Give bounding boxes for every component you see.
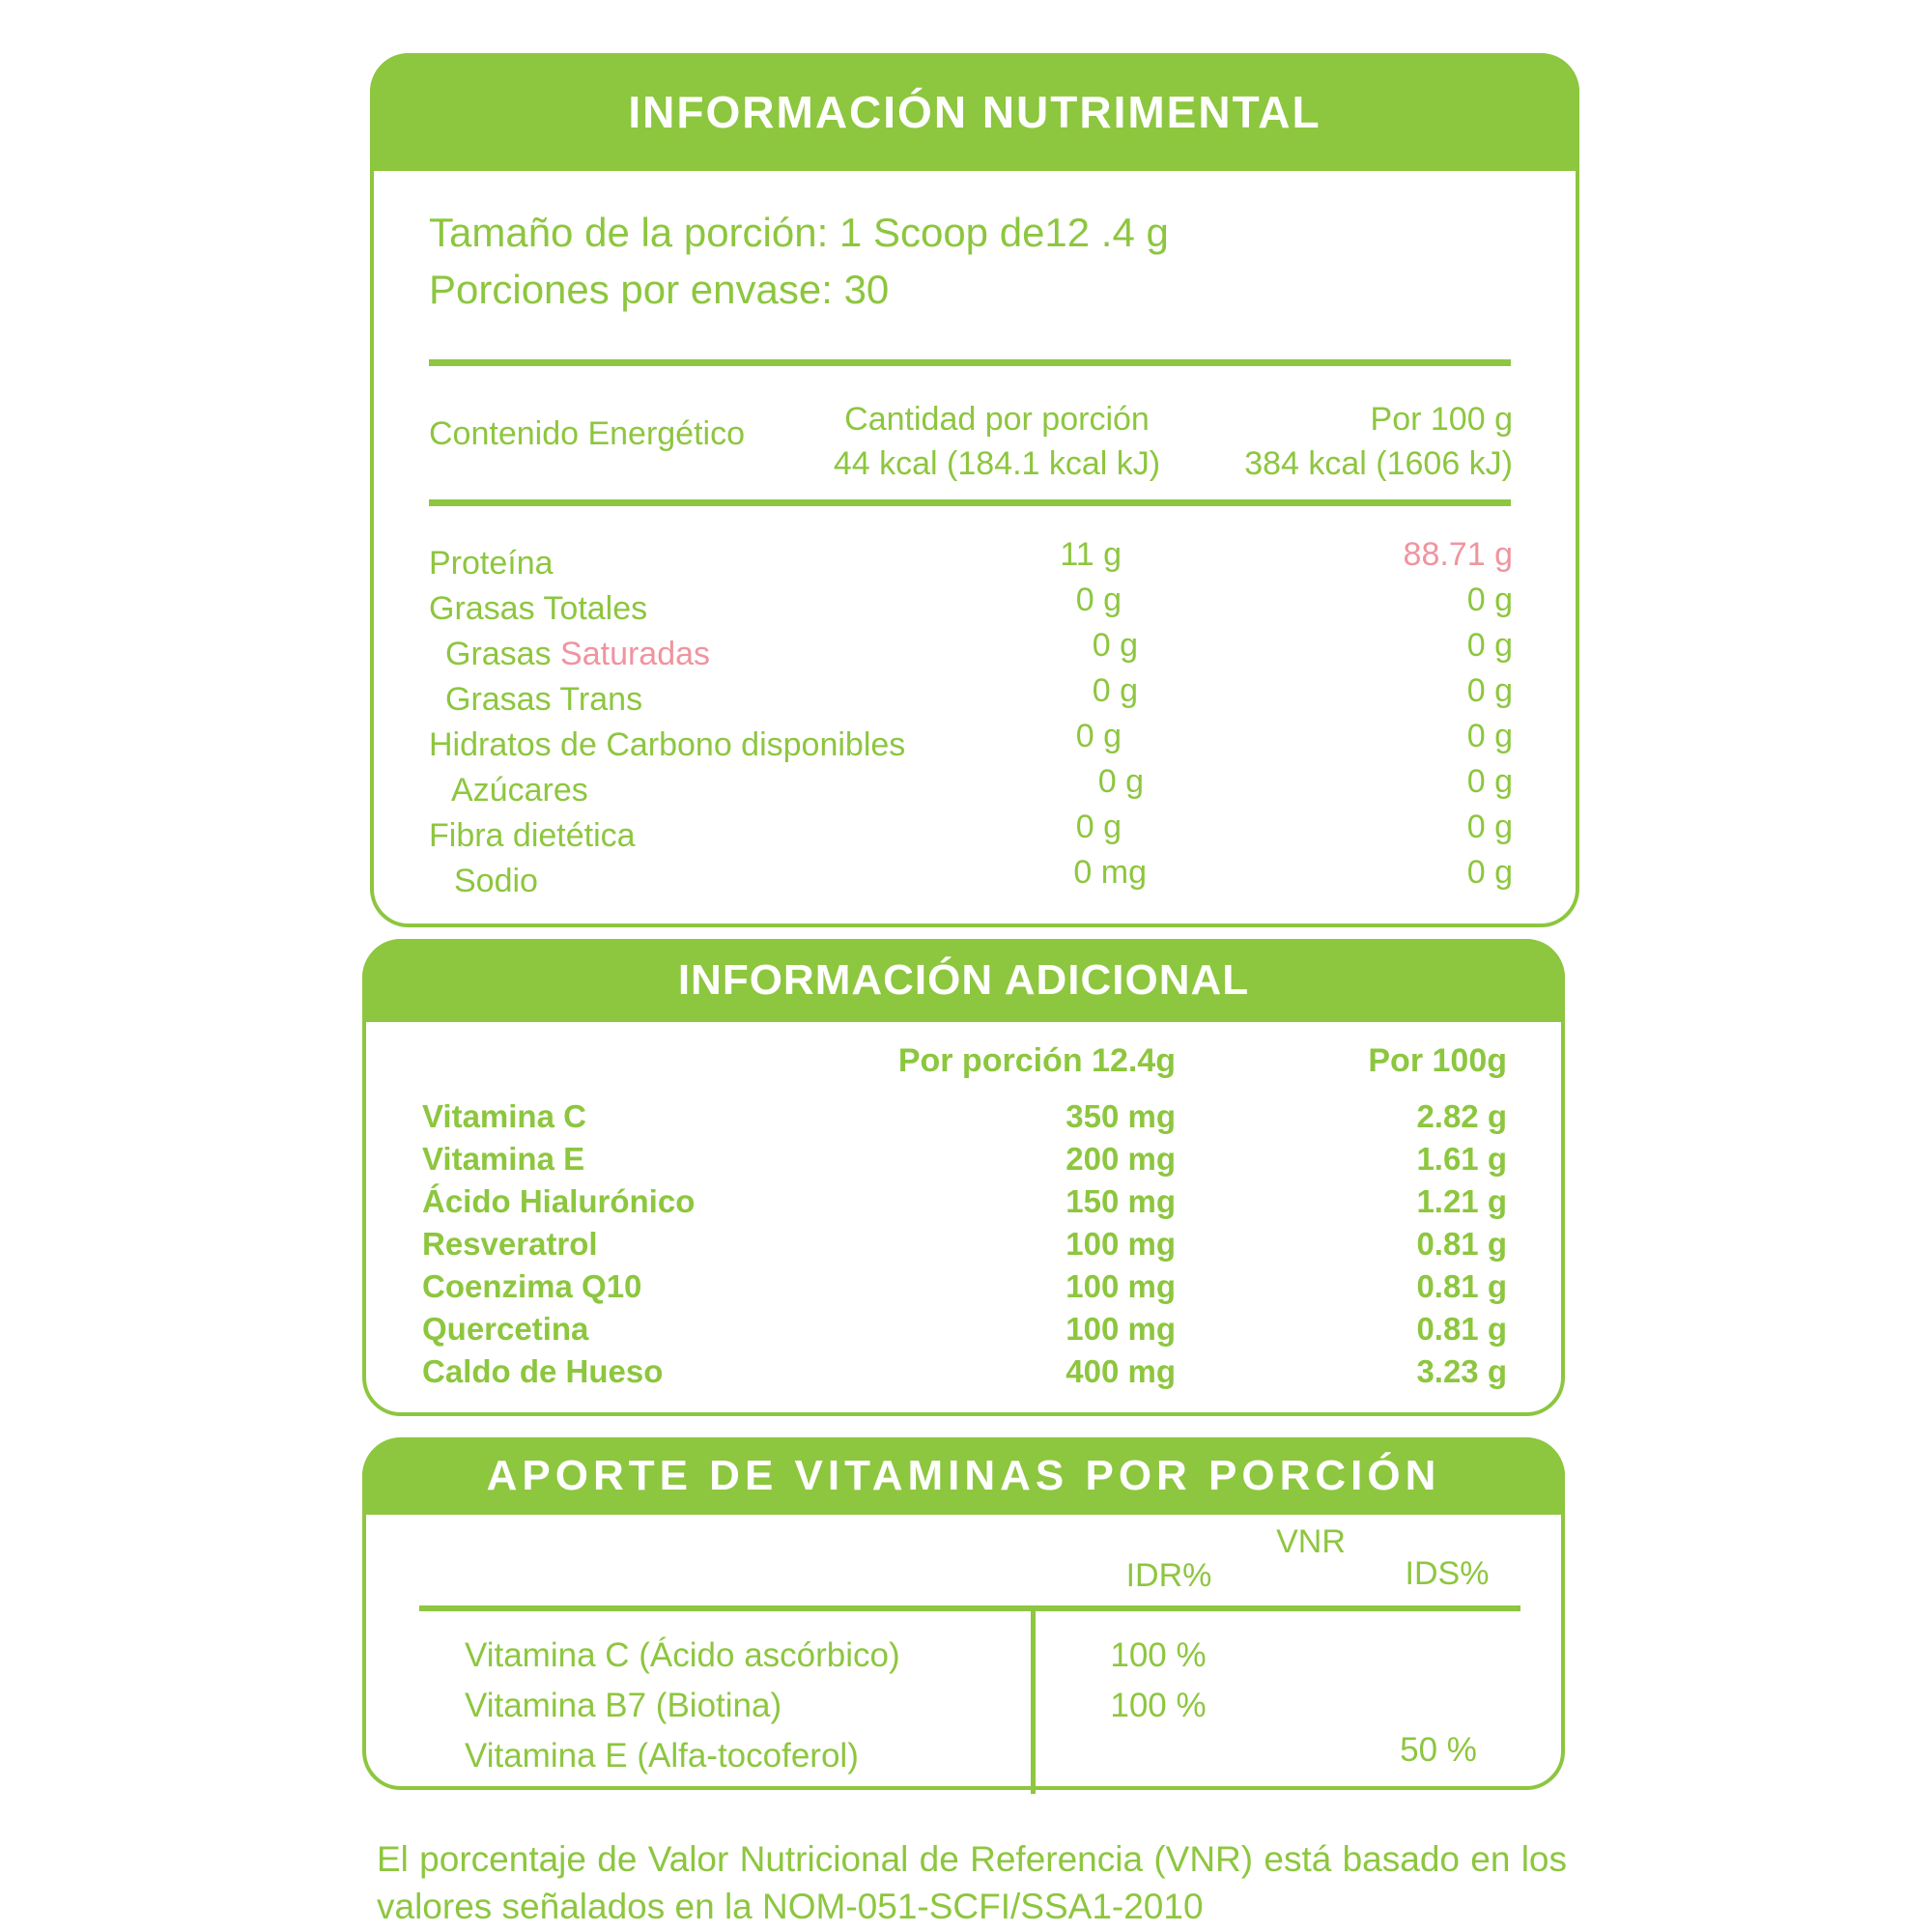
ingredient-label: Caldo de Hueso — [422, 1353, 664, 1389]
additional-info-title: INFORMACIÓN ADICIONAL — [677, 956, 1250, 1004]
ingredient-per-100g: 2.82 g — [1416, 1098, 1507, 1134]
nutrient-label: Azúcares — [451, 772, 588, 809]
ingredient-label: Vitamina E — [422, 1141, 585, 1177]
ingredient-label: Coenzima Q10 — [422, 1268, 642, 1304]
divider-rule-top — [429, 359, 1511, 366]
nutrient-label: Proteína — [429, 545, 554, 582]
nutrient-label: Grasas — [445, 636, 561, 672]
additional-row-coenzima-q10 — [422, 1265, 1507, 1308]
per-100g-column-header: Por 100g — [1368, 1042, 1507, 1079]
vitamin-row-b7 — [366, 1681, 1561, 1731]
nutrient-label: Grasas Totales — [429, 590, 648, 627]
ingredient-per-serving: 350 mg — [1065, 1098, 1176, 1134]
energy-per-serving-value: 44 kcal (184.1 kcal kJ) — [833, 445, 1161, 482]
ingredient-label: Quercetina — [422, 1311, 589, 1347]
vitamin-ids-value: 50 % — [1400, 1731, 1477, 1769]
energy-per-serving — [818, 397, 1176, 486]
footnote-line2: valores señalados en la NOM-051-SCFI/SSA1-2010 — [377, 1887, 1204, 1926]
nutrient-label-accent: Saturadas — [560, 636, 711, 672]
additional-row-acido-hialuronico — [422, 1180, 1507, 1223]
idr-column-header: IDR% — [1125, 1557, 1212, 1594]
additional-info-rows — [422, 1095, 1507, 1393]
ingredient-per-serving: 100 mg — [1065, 1268, 1176, 1304]
additional-info-column-headers — [422, 1042, 1507, 1080]
nutrient-per-serving: 0 g — [1075, 718, 1122, 754]
additional-row-quercetina — [422, 1308, 1507, 1350]
vitamin-row-e — [366, 1731, 1561, 1781]
ingredient-per-serving: 200 mg — [1065, 1141, 1176, 1177]
footnote-line1: El porcentaje de Valor Nutricional de Referencia (VNR) está basado en los — [377, 1839, 1567, 1879]
energy-per-100g — [1244, 397, 1513, 486]
nutrient-per-100g: 0 g — [1466, 672, 1513, 709]
ingredient-per-100g: 1.61 g — [1416, 1141, 1507, 1177]
nutrient-per-100g: 0 g — [1466, 718, 1513, 754]
vitamins-header-bar — [362, 1437, 1565, 1515]
ingredient-per-serving: 150 mg — [1065, 1183, 1176, 1219]
nutrient-label: Grasas Trans — [445, 681, 643, 718]
ingredient-per-100g: 3.23 g — [1416, 1353, 1507, 1389]
nutrient-per-serving: 11 g — [1060, 536, 1122, 573]
nutrition-facts-panel — [370, 53, 1579, 927]
nutrient-per-serving: 0 g — [1075, 809, 1122, 845]
nutrient-per-100g: 0 g — [1466, 582, 1513, 618]
vitamins-panel — [362, 1437, 1565, 1790]
servings-per-container-text: Porciones por envase: 30 — [429, 267, 890, 312]
vitamin-row-c — [366, 1631, 1561, 1681]
nutrient-per-serving: 0 g — [1092, 627, 1138, 664]
per-serving-column-header: Por porción 12.4g — [897, 1042, 1176, 1079]
nutrient-row-proteina — [429, 532, 1513, 582]
energy-per-serving-header: Cantidad por porción — [844, 401, 1150, 438]
nutrient-per-100g: 88.71 g — [1403, 536, 1513, 573]
ingredient-per-serving: 100 mg — [1065, 1311, 1176, 1347]
ingredient-per-100g: 0.81 g — [1416, 1268, 1507, 1304]
additional-row-caldo-de-hueso — [422, 1350, 1507, 1393]
ingredient-per-100g: 1.21 g — [1416, 1183, 1507, 1219]
vitamins-table-top-rule — [419, 1605, 1520, 1611]
ids-column-header: IDS% — [1405, 1555, 1490, 1592]
ingredient-label: Ácido Hialurónico — [422, 1183, 696, 1219]
nutrient-per-100g: 0 g — [1466, 763, 1513, 800]
additional-row-resveratrol — [422, 1223, 1507, 1265]
nutrient-label: Hidratos de Carbono disponibles — [429, 726, 906, 763]
ingredient-per-100g: 0.81 g — [1416, 1226, 1507, 1262]
nutrient-per-serving: 0 g — [1097, 763, 1144, 800]
additional-row-vitamina-c — [422, 1095, 1507, 1138]
nutrient-rows — [429, 532, 1513, 899]
additional-info-header-bar — [362, 939, 1565, 1022]
nutrient-per-100g: 0 g — [1466, 809, 1513, 845]
nutrient-per-100g: 0 g — [1466, 627, 1513, 664]
vitamin-idr-value: 100 % — [1110, 1687, 1207, 1724]
energy-per-100g-value: 384 kcal (1606 kJ) — [1244, 445, 1513, 482]
nutrient-label: Sodio — [454, 863, 538, 899]
nutrient-label: Fibra dietética — [429, 817, 636, 854]
energy-label: Contenido Energético — [429, 415, 746, 452]
nutrient-per-serving: 0 g — [1092, 672, 1138, 709]
energy-per-100g-header: Por 100 g — [1370, 401, 1513, 438]
nutrient-per-serving: 0 mg — [1073, 854, 1147, 891]
nutrition-facts-title: INFORMACIÓN NUTRIMENTAL — [628, 87, 1321, 137]
vitamin-label: Vitamina B7 (Biotina) — [465, 1687, 782, 1724]
ingredient-label: Resveratrol — [422, 1226, 598, 1262]
nutrition-facts-header-bar — [370, 53, 1579, 171]
vitamins-title: APORTE DE VITAMINAS POR PORCIÓN — [486, 1452, 1441, 1499]
vitamin-label: Vitamina C (Ácido ascórbico) — [465, 1636, 900, 1674]
ingredient-label: Vitamina C — [422, 1098, 586, 1134]
additional-info-panel — [362, 939, 1565, 1416]
ingredient-per-serving: 100 mg — [1065, 1226, 1176, 1262]
additional-row-vitamina-e — [422, 1138, 1507, 1180]
footnote — [377, 1835, 1567, 1930]
serving-size-text: Tamaño de la porción: 1 Scoop de12 .4 g — [429, 210, 1169, 255]
vnr-label: VNR — [1276, 1523, 1346, 1560]
vitamin-idr-value: 100 % — [1110, 1636, 1207, 1674]
divider-rule-bottom — [429, 499, 1511, 506]
nutrient-per-100g: 0 g — [1466, 854, 1513, 891]
ingredient-per-100g: 0.81 g — [1416, 1311, 1507, 1347]
ingredient-per-serving: 400 mg — [1065, 1353, 1176, 1389]
vitamin-label: Vitamina E (Alfa-tocoferol) — [465, 1737, 859, 1775]
nutrient-per-serving: 0 g — [1075, 582, 1122, 618]
